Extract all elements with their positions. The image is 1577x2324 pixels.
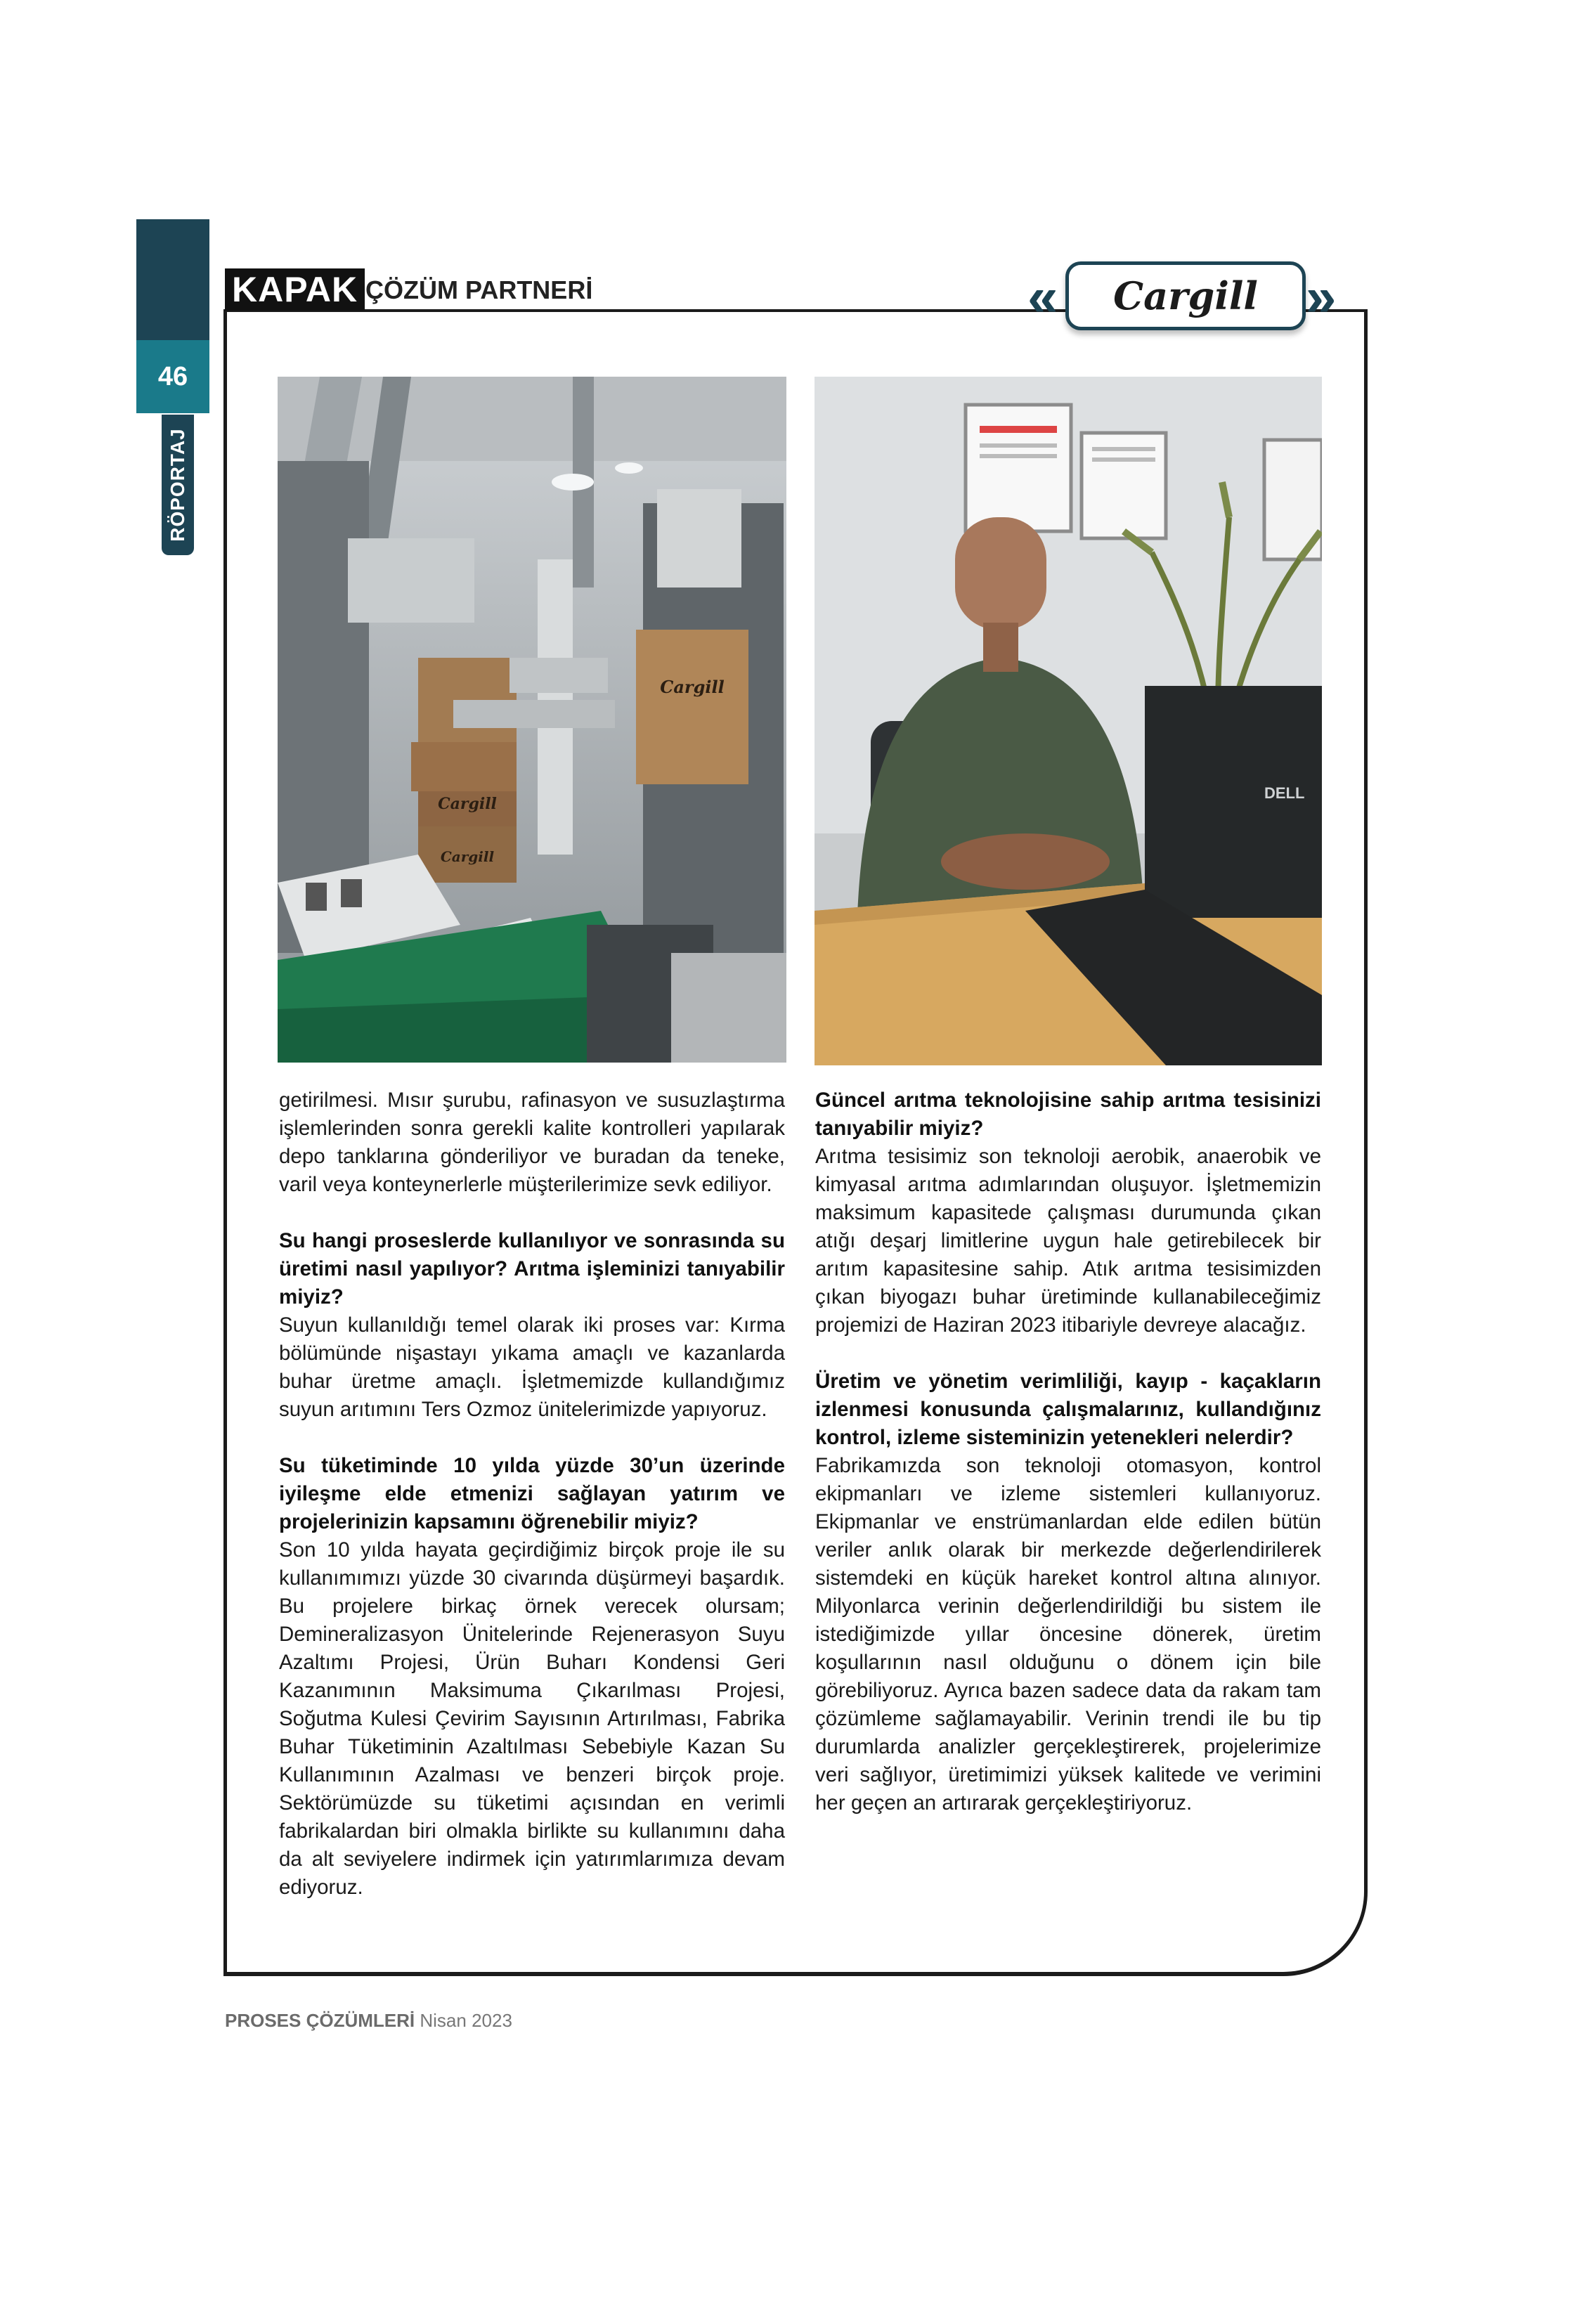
cargill-logo-badge [1027,261,1344,339]
question-heading: Güncel arıtma teknolojisine sahip arıtma tesisinizi tanıyabilir miyiz? [815,1089,1321,1140]
section-label: RÖPORTAJ [167,428,188,542]
double-chevron-right-icon: » [1306,266,1337,327]
article-column-right [815,1086,1321,1817]
svg-text:Cargill: Cargill [660,677,725,697]
double-chevron-left-icon: « [1027,266,1058,327]
page-number: 46 [136,340,209,413]
issue-date: Nisan 2023 [420,2010,512,2031]
section-label-tab [162,415,194,555]
svg-text:DELL: DELL [1264,784,1305,802]
production-line-photo [278,377,786,1063]
partner-label: ÇÖZÜM PARTNERİ [365,275,593,304]
answer-paragraph: Son 10 yılda hayata geçirdiğimiz birçok proje ile su kullanımımızı yüzde 30 civarında düşürmeyi başardık. Bu projelere birkaç örnek verecek olursam; Demineralizasyon Ünitelerinde Rejenerasyon Suyu Azaltımı Projesi, Ürün Buharı Kondensi Geri Kazanımının Maksimuma Çıkarılması Projesi, Soğutma Kulesi Çevirim Sayısının Artırılması, Fabrika Buhar Tüketiminin Azaltılması Sebebiyle Kazan Su Kullanımının Azalması ve benzeri birçok proje. Sektörümüzde su tüketimi açısından en verimli fabrikalardan biri olmakla birlikte su kullanımını daha da alt seviyelere indirmek için yatırımlarımıza devam ediyoruz. [279,1538,785,1899]
cargill-logo: Cargill [1113,273,1258,318]
interviewee-portrait-photo [815,377,1322,1065]
article-column-left [279,1086,785,1902]
paragraph: getirilmesi. Mısır şurubu, rafinasyon ve susuzlaştırma işlemlerinden sonra gerekli kalite kontrolleri yapılarak depo tanklarına gönderiliyor ve buradan da teneke, varil veya konteynerlerle müşterilerimize sevk ediliyor. [279,1089,785,1196]
magazine-name: PROSES ÇÖZÜMLERİ [225,2010,415,2031]
answer-paragraph: Suyun kullanıldığı temel olarak iki proses var: Kırma bölümünde nişastayı yıkama amaçlı ve kazanlarda buhar üretme amaçlı. İşletmemizde kullandığımız suyun arıtımını Ters Ozmoz ünitelerimizde yapıyoruz. [279,1313,785,1421]
answer-paragraph: Fabrikamızda son teknoloji otomasyon, kontrol ekipmanları ve izleme sistemleri kullanıyoruz. Ekipmanlar ve enstrümanlardan elde edilen bütün veriler anlık olarak bir merkezde değerlendirilerek sistemdeki en küçük hareket kontrol altına alınıyor. Milyonlarca verinin değerlendirildiği bu sistem ile istediğimizde yıllar öncesine dönerek, üretim koşullarının nasıl olduğunu o dönem için bile görebiliyoruz. Ayrıca bazen sadece data da rakam tam çözümleme sağlamayabilir. Verinin trendi ile bu tip durumlarda analizler gerçekleştirerek, projelerimize veri sağlıyor, üretimimizi yüksek kalitede ve verimini her geçen an artırarak gerçekleştiriyoruz. [815,1454,1321,1815]
question-heading: Üretim ve yönetim verimliliği, kayıp - kaçakların izlenmesi konusunda çalışmalarınız, kullandığınız kontrol, izleme sisteminizin yetenekleri nelerdir? [815,1370,1321,1449]
question-heading: Su hangi proseslerde kullanılıyor ve sonrasında su üretimi nasıl yapılıyor? Arıtma işleminizi tanıyabilir miyiz? [279,1229,785,1309]
question-heading: Su tüketiminde 10 yılda yüzde 30’un üzerinde iyileşme elde etmenizi sağlayan yatırım ve projelerinizin kapsamını öğrenebilir miyiz? [279,1454,785,1533]
svg-text:Cargill: Cargill [438,795,497,813]
kapak-label: KAPAK [225,268,365,311]
svg-text:Cargill: Cargill [440,848,495,865]
answer-paragraph: Arıtma tesisimiz son teknoloji aerobik, anaerobik ve kimyasal arıtma adımlarından oluşuyor. İşletmemizin maksimum kapasitede çalışması durumunda çıkan atığı deşarj limitlerine uygun hale getirebilecek bir arıtım kapasitesine sahip. Atık arıtma tesisimizden çıkan biyogazı buhar üretiminde kullanabileceğimiz projemizi de Haziran 2023 itibariyle devreye alacağız. [815,1145,1321,1337]
logo-box [1065,261,1306,330]
side-tab-top [136,219,209,340]
page-footer [225,2010,512,2032]
